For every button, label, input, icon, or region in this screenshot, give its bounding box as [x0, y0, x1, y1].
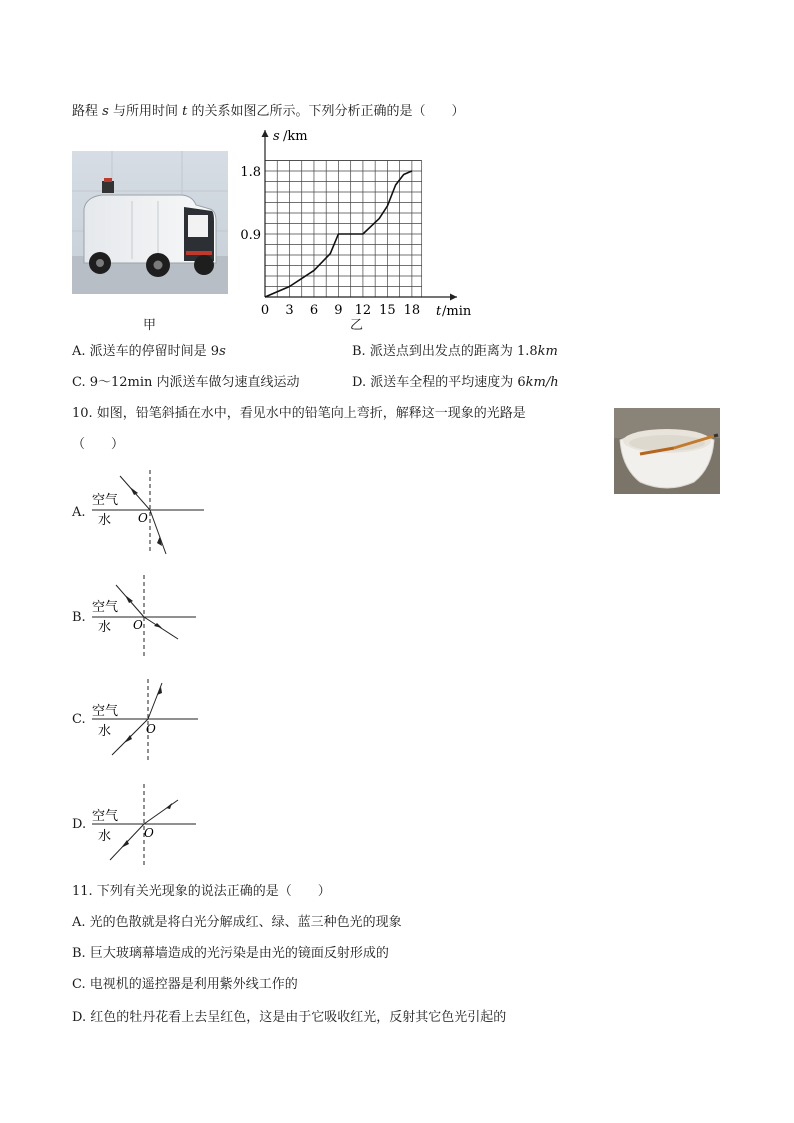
q10-option-b[interactable]	[72, 571, 212, 663]
y-axis-var: s	[273, 129, 280, 144]
y-tick-label: 1.8	[240, 165, 261, 180]
x-tick-label: 3	[285, 303, 294, 318]
label-water: 水	[98, 620, 112, 635]
x-tick-label: 0	[260, 303, 270, 318]
q11-stem: 11. 下列有关光现象的说法正确的是（ ）	[72, 884, 331, 899]
x-tick-label: 18	[403, 303, 421, 318]
x-tick-labels	[261, 303, 420, 318]
label-air: 空气	[92, 600, 119, 615]
point-o: O	[138, 511, 148, 525]
s-t-graph	[235, 122, 480, 334]
q11-option-b[interactable]: B. 巨大玻璃幕墙造成的光污染是由光的镜面反射形成的	[72, 946, 389, 961]
q10-option-c-label: C.	[72, 712, 86, 727]
q9-stem-mid: 与所用时间	[108, 104, 183, 119]
refraction-diagram-a	[72, 466, 212, 558]
x-tick-label: 6	[309, 303, 319, 318]
q10-option-b-label: B.	[72, 610, 86, 625]
q10-option-a-label: A.	[72, 505, 86, 520]
label-air: 空气	[92, 704, 119, 719]
y-axis-unit: /km	[283, 129, 308, 144]
x-axis-var: t	[436, 304, 442, 319]
q9-option-a[interactable]	[72, 343, 226, 361]
q10-answer-paren: （ ）	[72, 437, 125, 452]
x-axis-unit: /min	[442, 304, 472, 319]
q9-option-b[interactable]	[352, 343, 558, 361]
q10-option-d[interactable]	[72, 780, 212, 872]
label-air: 空气	[92, 809, 119, 824]
x-tick-label: 15	[379, 303, 396, 318]
q10-option-a[interactable]	[72, 466, 212, 558]
refraction-diagram-c	[72, 675, 212, 767]
q9-option-a-text: A. 派送车的停留时间是 9	[72, 344, 220, 359]
figure-label-yi: 乙	[350, 318, 364, 333]
delivery-vehicle-photo	[72, 151, 228, 294]
pencil-in-water-photo	[614, 408, 720, 494]
label-water: 水	[98, 724, 112, 739]
label-water: 水	[98, 829, 112, 844]
q9-option-d-text: D. 派送车全程的平均速度为 6	[352, 375, 526, 390]
refraction-diagram-b	[72, 571, 212, 663]
q11-option-c[interactable]: C. 电视机的遥控器是利用紫外线工作的	[72, 977, 298, 992]
var-t: t	[182, 104, 188, 119]
q9-option-d-unit: km/h	[525, 375, 559, 390]
refraction-diagram-d	[72, 780, 212, 872]
q9-option-b-text: B. 派送点到出发点的距离为 1.8	[352, 344, 538, 359]
q10-option-c[interactable]	[72, 675, 212, 767]
label-water: 水	[98, 513, 112, 528]
q11-option-d[interactable]: D. 红色的牡丹花看上去呈红色，这是由于它吸收红光，反射其它色光引起的	[72, 1010, 507, 1025]
point-o: O	[133, 618, 143, 632]
point-o: O	[144, 826, 154, 840]
figure-label-jia: 甲	[143, 318, 157, 333]
x-tick-label: 9	[334, 303, 343, 318]
var-s: s	[102, 104, 109, 119]
q10-option-d-label: D.	[72, 817, 87, 832]
y-tick-labels	[240, 165, 261, 243]
y-tick-label: 0.9	[240, 228, 261, 243]
q9-stem-post: 的关系如图乙所示。下列分析正确的是（ ）	[187, 104, 465, 119]
q9-stem-pre: 路程	[72, 104, 103, 119]
q9-option-a-unit: s	[219, 344, 226, 359]
q9-option-c[interactable]: C. 9～12min 内派送车做匀速直线运动	[72, 375, 300, 390]
label-air: 空气	[92, 493, 119, 508]
q10-stem: 10. 如图，铅笔斜插在水中，看见水中的铅笔向上弯折，解释这一现象的光路是	[72, 406, 526, 421]
q11-option-a[interactable]: A. 光的色散就是将白光分解成红、绿、蓝三种色光的现象	[72, 915, 402, 930]
point-o: O	[146, 722, 156, 736]
q9-option-d[interactable]	[352, 374, 559, 392]
x-tick-label: 12	[354, 303, 372, 318]
q9-stem	[72, 103, 464, 121]
q9-option-b-unit: km	[537, 344, 558, 359]
